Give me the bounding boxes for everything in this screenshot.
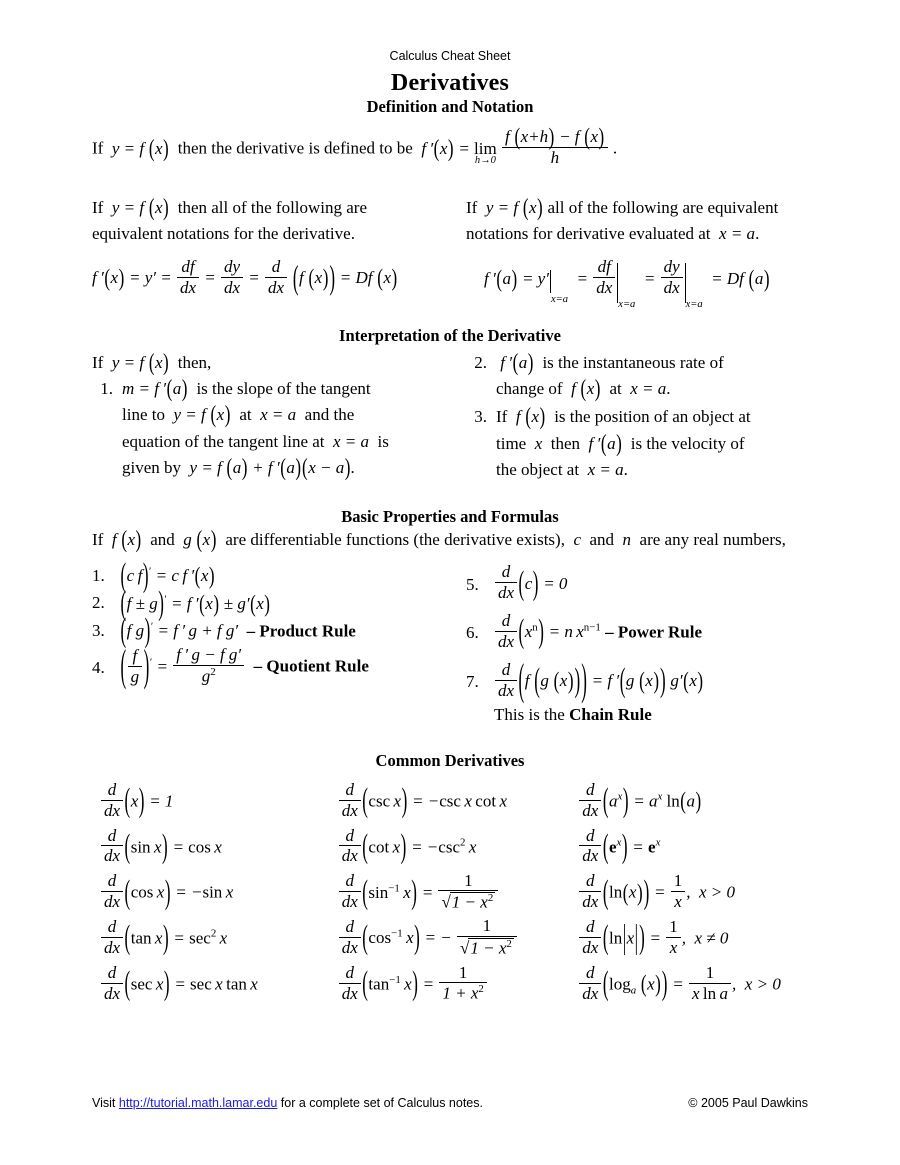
page-title: Derivatives	[390, 69, 510, 96]
section-heading-interpretation: Interpretation of the Derivative	[339, 325, 561, 345]
notation-column-left	[92, 195, 450, 300]
product-rule-label: – Product Rule	[246, 621, 356, 641]
basic-lead: If f (x) and g (x) are differentiable functions (the derivative exists), c and n are any real numbers,	[92, 525, 786, 554]
chain-rule-label: Chain Rule	[569, 705, 652, 725]
list-item	[466, 347, 808, 403]
definition-period: .	[612, 138, 618, 158]
derivative-row: $\frac{d}{dx}$ ($\log_a$ (x)) = $\frac{1}{\text{x ln a}}$ , x > 0	[578, 962, 816, 1008]
common-derivatives-column-3	[578, 779, 816, 1008]
footer-visit-line	[92, 1096, 483, 1110]
page-footer	[92, 1096, 808, 1110]
derivative-row: $\frac{d}{dx}$ (x) = 1	[100, 779, 338, 825]
derivative-row: $\frac{d}{dx}$ ($\sin^{-1}$ x) = $\frac{1}{√1 - x^2}$	[338, 871, 579, 917]
list-item-body: m = f ′(a) is the slope of the tangent line to y = f (x) at x = a and the equation of the tangent line at x = a is given by y = f (a) + f ′(a)(x − a).	[122, 374, 389, 481]
notation-left-line2: equivalent notations for the derivative.	[92, 224, 355, 244]
property-equation: (f g)′ = f ′ g + f g′ – Product Rule	[120, 611, 356, 650]
property-number: 1.	[92, 565, 105, 585]
property-1	[92, 556, 450, 595]
derivative-row: $\frac{d}{dx}$ (csc x) = −csc x cot x	[338, 779, 579, 825]
chain-rule-note: This is the Chain Rule	[494, 705, 652, 725]
common-derivatives-column-1	[92, 779, 338, 1008]
interpretation-list-left	[92, 376, 450, 481]
interpretation-lead: If y = f (x) then,	[92, 347, 212, 376]
derivative-row: $\frac{d}{dx}$ (tan $x) = \sec^2 x$	[100, 917, 338, 963]
footer-tail-label: for a complete set of Calculus notes.	[280, 1096, 483, 1110]
derivative-row: $\frac{d}{dx}$ ($\tan^{-1}$ x) = $\frac{1}{1 + x^2}$	[338, 962, 579, 1008]
interpretation-list-right	[466, 347, 808, 484]
property-6	[466, 611, 808, 653]
quotient-rule-label: – Quotient Rule	[253, 656, 369, 676]
definition-formula-line: If y = f (x) then the derivative is defined to be f ′(x) = lim h→0 $\frac{f (x+h) - f (x)}{h}$ .	[92, 122, 618, 168]
derivative-row: $\frac{d}{dx}$ (sin x) = cos x	[100, 825, 338, 871]
notation-left-line1: If y = f (x) then all of the following are	[92, 193, 368, 222]
tutorial-site-link[interactable]: http://tutorial.math.lamar.edu	[118, 1096, 278, 1110]
property-equation: $\frac{d}{dx}$ $(x^n) = n$ $x^{n-1}$ – Power Rule	[494, 614, 808, 653]
property-5	[466, 562, 808, 604]
notation-column-right	[450, 193, 808, 311]
property-equation: $\frac{d}{dx}$ (f (g (x))) = f ′(g (x)) g′(x)	[494, 663, 808, 702]
property-equation: ( $\frac{f}{g}$ )′ = $\frac{\text{f ′ g − f g′}}{g^2}$ – Quotient Rule	[120, 640, 369, 691]
notation-right-formula: f $'(a) = y'_{x=a}$ = $\frac{df}{dx}$ $_{x=a}$ = $\frac{dy}{dx}$ $_{x=a}$ = Df (a)	[484, 257, 770, 311]
property-equation: (c f)′ = c f ′(x)	[120, 556, 215, 595]
property-number: 4.	[92, 658, 105, 678]
common-derivatives-column-2	[338, 779, 579, 1008]
list-item-number: 1.	[100, 378, 113, 398]
property-number: 6.	[466, 623, 479, 643]
derivative-row: $\frac{d}{dx}$ $(e^x) = e^x$	[578, 825, 816, 871]
section-heading-basic: Basic Properties and Formulas	[341, 507, 559, 527]
basic-column-left	[92, 556, 450, 725]
basic-column-right	[450, 562, 808, 725]
property-number: 7.	[466, 672, 479, 692]
list-item-number: 3.	[474, 407, 487, 427]
definition-lead: then the derivative is defined to be	[177, 138, 413, 158]
notation-right-line1: If y = f (x) all of the following are equivalent	[466, 193, 779, 222]
property-number: 3.	[92, 621, 105, 641]
power-rule-label: – Power Rule	[605, 622, 703, 642]
list-item-number: 2.	[474, 352, 487, 372]
definition-if-word: If	[92, 138, 104, 158]
section-heading-definition: Definition and Notation	[366, 96, 534, 116]
list-item-body: f ′(a) is the instantaneous rate of change of f (x) at x = a.	[496, 347, 724, 402]
derivative-row: $\frac{d}{dx}$ (cos x) = −sin x	[100, 871, 338, 917]
interpretation-column-right	[450, 347, 808, 486]
property-number: 2.	[92, 593, 105, 613]
property-equation: $\frac{d}{dx}$ (c) = 0	[494, 565, 808, 604]
derivative-row: $\frac{d}{dx}$ ($\cos^{-1}$ x) = − $\frac{1}{√1 - x^2}$	[338, 917, 579, 963]
property-7	[466, 655, 808, 705]
notation-right-line2: notations for derivative evaluated at x = a.	[466, 224, 760, 244]
running-head: Calculus Cheat Sheet	[389, 49, 511, 63]
copyright-notice: © 2005 Paul Dawkins	[688, 1096, 808, 1110]
interpretation-column-left	[92, 347, 450, 486]
list-item	[92, 376, 450, 481]
derivative-row: $\frac{d}{dx}$ (sec x) = sec x tan x	[100, 962, 338, 1008]
footer-visit-label: Visit	[92, 1096, 116, 1110]
notation-left-formula: f ′(x) = y′ = $\frac{df}{dx}$ = $\frac{dy}{dx}$ = $\frac{d}{dx}$ (f (x)) = Df (x)	[92, 256, 398, 297]
common-derivatives-grid	[92, 779, 808, 1008]
list-item-body: If f (x) is the position of an object at time x then f ′(a) is the velocity of the object at x = a.	[496, 402, 751, 479]
property-4	[92, 640, 450, 691]
property-3	[92, 611, 450, 650]
derivative-row: $\frac{d}{dx}$ $(a^x) = a^x$ ln(a)	[578, 779, 816, 825]
section-heading-common-derivatives: Common Derivatives	[375, 751, 525, 771]
derivative-row: $\frac{d}{dx}$ (ln(x)) = $\frac{1}{x}$ , x > 0	[578, 871, 816, 917]
property-equation: (f ± g)′ = f ′(x) ± g′(x)	[120, 583, 270, 622]
list-item	[466, 404, 808, 483]
derivative-row: $\frac{d}{dx}$ (cot $x) = -\csc^2$ x	[338, 825, 579, 871]
property-number: 5.	[466, 574, 479, 594]
derivative-row: $\frac{d}{dx}$ (ln|x|) = $\frac{1}{x}$ , x ≠ 0	[578, 917, 816, 963]
page-content	[92, 50, 808, 1008]
